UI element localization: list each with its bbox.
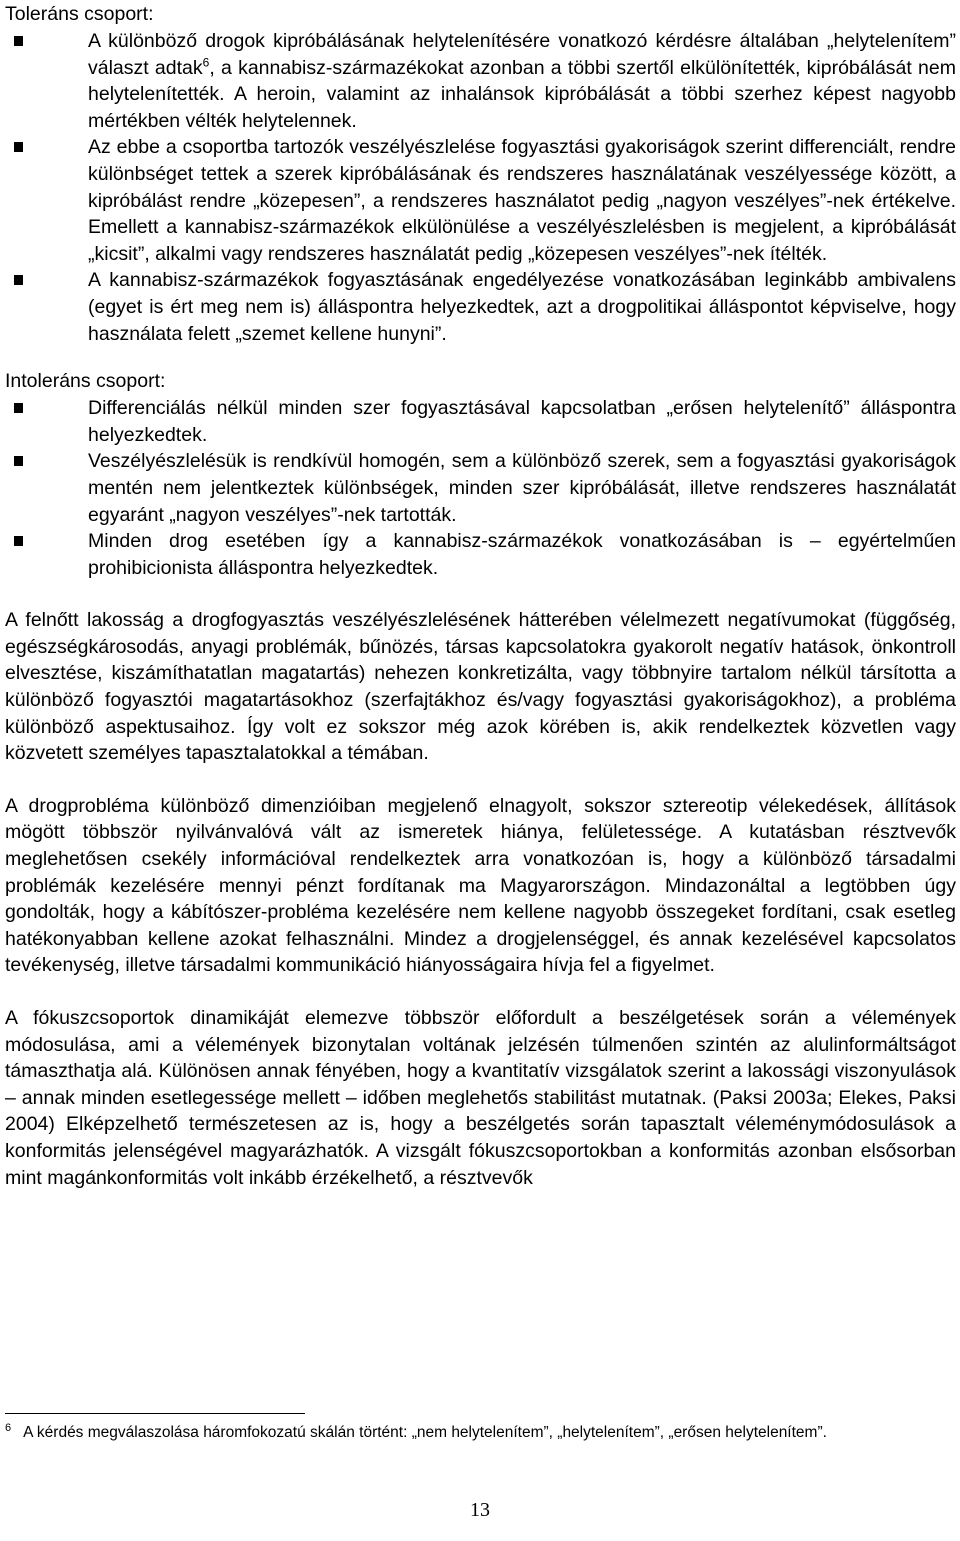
bullet-text: Differenciálás nélkül minden szer fogyasztásával kapcsolatban „erősen helytelenítő” álláspontra helyezkedtek.: [88, 397, 956, 446]
bullet-text-continued: , a kannabisz-származékokat azonban a többi szertől elkülönítették, kipróbálását nem helytelenítették. A heroin, valamint az inhalánsok kipróbálását a többi szerhez képest nagyobb mértékben vélték helytelennek.: [88, 56, 956, 132]
list-item: [5, 134, 956, 267]
tolerant-group-heading: Toleráns csoport:: [5, 3, 154, 25]
body-paragraph: A drogprobléma különböző dimenzióiban megjelenő elnagyolt, sokszor sztereotip vélekedések, állítások mögött többször nyilvánvalóvá vált az ismeretek hiánya, felületessége. A kutatásban résztvevők meglehetősen csekély információval rendelkeztek arra vonatkozóan is, hogy a különböző társadalmi problémák kezelésére mennyi pénzt fordítanak ma Magyarországon. Mindazonáltal a legtöbben úgy gondolták, hogy a kábítószer-probléma kezelésére nem kellene nagyobb összegeket fordítani, csak esetleg hatékonyabban kellene azokat felhasználni. Mindez a drogjelenséggel, és annak kezelésével kapcsolatos tevékenység, illetve társadalmi kommunikáció hiányosságaira hívja fel a figyelmet.: [5, 794, 956, 977]
body-paragraph: A felnőtt lakosság a drogfogyasztás veszélyészlelésének hátterében vélelmezett negatívumokat (függőség, egészségkárosodás, anyagi problémák, bűnözés, társas kapcsolatokra gyakorolt negatív hatások, önkontroll elvesztése, kiszámíthatatlan magatartás) nehezen konkretizálta, vagy többnyire tartalom nélkül társította a különböző fogyasztói magatartásokhoz (szerfajtákhoz és/vagy fogyasztási gyakoriságokhoz), a probléma különböző aspektusaihoz. Így volt ez sokszor még azok körében is, akik rendelkeztek közvetlen vagy közvetett személyes tapasztalatokkal a témában.: [5, 609, 956, 765]
intolerant-group-heading: Intoleráns csoport:: [5, 370, 166, 393]
list-item: [5, 448, 956, 528]
intolerant-bullet-list: [5, 395, 956, 581]
tolerant-bullet-list: [5, 28, 956, 347]
body-paragraph: A fókuszcsoportok dinamikáját elemezve többször előfordult a beszélgetések során a vélemények módosulása, ami a vélemények bizonytalan voltának jelzésén túlmenően szintén az alulinformáltságot támaszthatja alá. Különösen annak fényében, hogy a kvantitatív vizsgálatok szerint a lakossági viszonyulások – annak minden esetlegessége mellett – időben meglehetős stabilitást mutatnak. (Paksi 2003a; Elekes, Paksi 2004) Elképzelhető természetesen az is, hogy a beszélgetés során tapasztalt véleménymódosulások a konformitás jelenségével magyarázhatók. A vizsgált fókuszcsoportokban a konformitás azonban elsősorban mint magánkonformitás volt inkább érzékelhető, a résztvevők: [5, 1007, 956, 1189]
bullet-text: Az ebbe a csoportba tartozók veszélyészlelése fogyasztási gyakoriságok szerint differenciált, rendre különbséget tettek a szerek kipróbálásának és rendszeres használatának veszélyessége között, a kipróbálást rendre „közepesen”, a rendszeres használatot pedig „nagyon veszélyes”-nek értékelve. Emellett a kannabisz-származékok elkülönülése a veszélyészlelésben is megjelent, a kipróbálását „kicsit”, alkalmi vagy rendszeres használatát pedig „közepesen veszélyes”-nek ítélték.: [88, 136, 956, 265]
square-bullet-icon: [14, 142, 23, 152]
footnote-text: A kérdés megválaszolása háromfokozatú skálán történt: „nem helytelenítem”, „helytelenítem”, „erősen helytelenítem”.: [23, 1424, 827, 1441]
list-item: [5, 28, 956, 134]
square-bullet-icon: [14, 456, 23, 466]
list-item: [5, 528, 956, 581]
footnote-reference: 6: [202, 55, 210, 70]
bullet-text: A kannabisz-származékok fogyasztásának engedélyezése vonatkozásában leginkább ambivalens (egyet is ért meg nem is) álláspontra helyezkedtek, azt a drogpolitikai álláspontot képviselve, hogy használata felett „szemet kellene hunyni”.: [88, 269, 956, 345]
list-item: [5, 395, 956, 448]
square-bullet-icon: [14, 275, 23, 285]
bullet-text: Minden drog esetében így a kannabisz-származékok vonatkozásában is – egyértelműen prohibicionista álláspontra helyezkedtek.: [88, 530, 956, 579]
bullet-text: A különböző drogok kipróbálásának helytelenítésére vonatkozó kérdésre általában „helytelenítem” választ adtak: [88, 30, 956, 79]
bullet-text: Veszélyészlelésük is rendkívül homogén, sem a különböző szerek, sem a fogyasztási gyakoriságok mentén nem jelentkeztek különbségek, minden szer kipróbálását, illetve rendszeres használatát egyaránt „nagyon veszélyes”-nek tartották.: [88, 450, 956, 526]
square-bullet-icon: [14, 36, 23, 46]
footnote-number: 6: [5, 1421, 12, 1434]
document-page: [5, 0, 956, 1191]
footnote-separator: [5, 1413, 305, 1414]
list-item: [5, 267, 956, 347]
page-number: 13: [470, 1499, 490, 1521]
square-bullet-icon: [14, 403, 23, 413]
square-bullet-icon: [14, 536, 23, 546]
footnote: [5, 1421, 956, 1444]
